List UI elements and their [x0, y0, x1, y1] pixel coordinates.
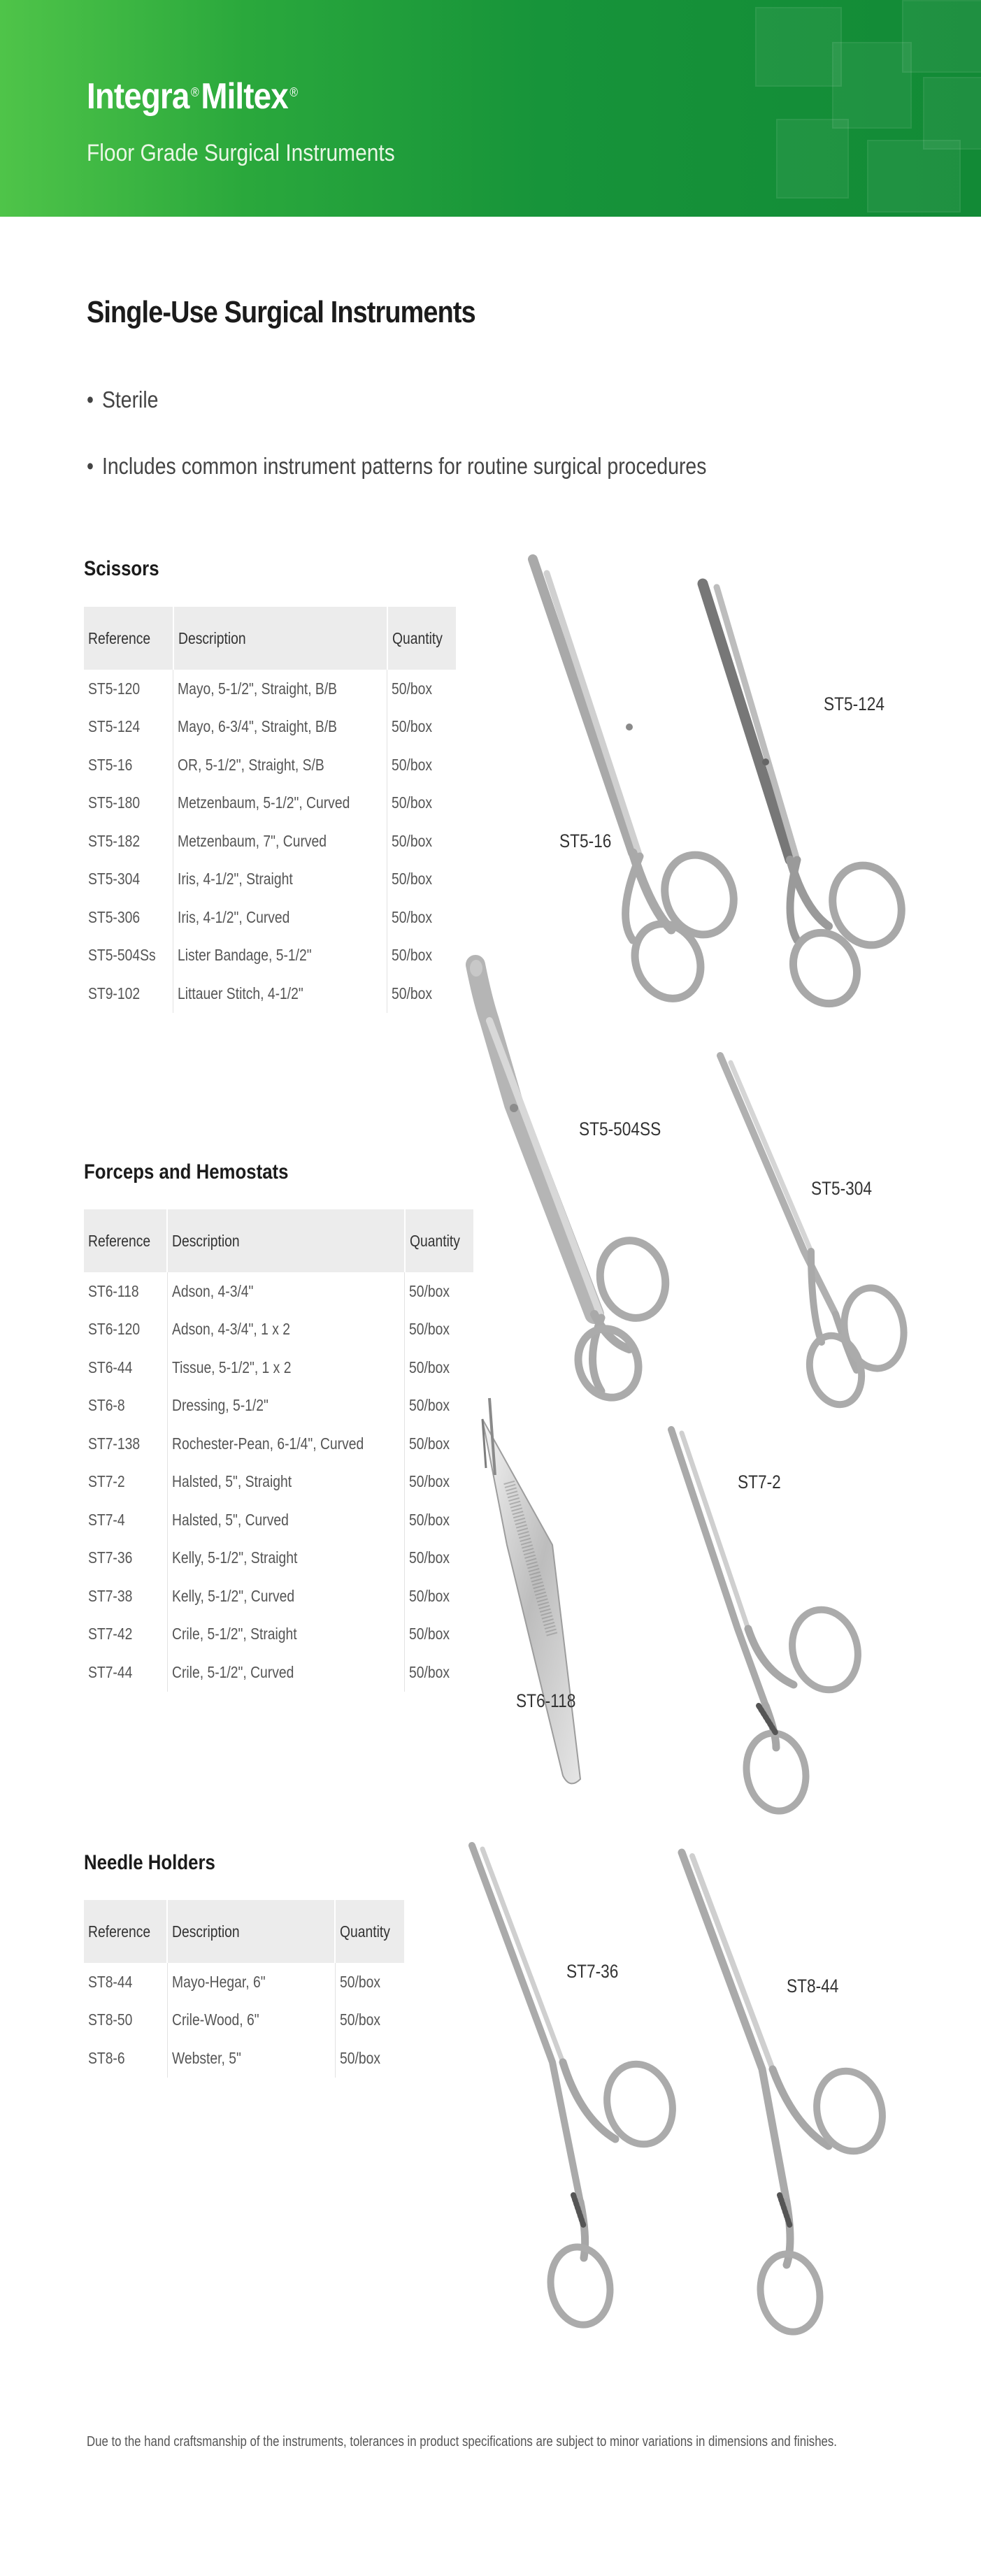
reference-cell: ST5-16: [88, 755, 133, 774]
description-cell: Crile-Wood, 6": [167, 2001, 335, 2040]
quantity-cell: 50/box: [405, 1463, 474, 1502]
scissors-st5-124-image: [703, 584, 912, 1014]
description-cell: Iris, 4-1/2", Curved: [173, 898, 387, 937]
needle-holder-st8-44-image: [682, 1852, 891, 2336]
reference-cell: ST7-2: [88, 1472, 125, 1491]
description-cell: Tissue, 5-1/2", 1 x 2: [167, 1348, 405, 1387]
image-label-st7-36: ST7-36: [566, 1961, 619, 1982]
column-header-quantity: Quantity: [335, 1900, 404, 1963]
reference-cell: ST5-182: [88, 831, 141, 850]
quantity-cell: 50/box: [405, 1577, 474, 1616]
reference-cell: ST7-4: [88, 1510, 125, 1529]
bullet-text: Sterile: [101, 387, 159, 412]
image-label-st7-2: ST7-2: [738, 1472, 781, 1492]
reference-cell: ST5-304: [88, 870, 141, 888]
quantity-cell: 50/box: [387, 708, 457, 747]
description-cell: Webster, 5": [167, 2039, 335, 2078]
column-header-reference: Reference: [84, 1900, 167, 1963]
quantity-cell: 50/box: [405, 1387, 474, 1425]
description-cell: Adson, 4-3/4", 1 x 2: [167, 1311, 405, 1349]
reference-cell: ST7-38: [88, 1586, 133, 1605]
quantity-cell: 50/box: [405, 1616, 474, 1654]
hemostat-st7-36-image: [472, 1845, 681, 2329]
description-cell: Mayo, 6-3/4", Straight, B/B: [173, 708, 387, 747]
image-label-st5-124: ST5-124: [824, 693, 885, 714]
description-cell: Metzenbaum, 5-1/2", Curved: [173, 784, 387, 823]
reference-cell: ST5-306: [88, 907, 141, 926]
column-header-reference: Reference: [84, 1209, 167, 1272]
quantity-cell: 50/box: [405, 1653, 474, 1692]
section-title-scissors: Scissors: [84, 557, 159, 580]
reference-cell: ST8-50: [88, 2010, 133, 2029]
description-cell: Lister Bandage, 5-1/2": [173, 937, 387, 975]
brand-name-miltex: Miltex: [201, 76, 288, 117]
reference-cell: ST5-124: [88, 717, 141, 736]
quantity-cell: 50/box: [335, 1963, 404, 2001]
description-cell: Crile, 5-1/2", Curved: [167, 1653, 405, 1692]
reference-cell: ST5-180: [88, 793, 141, 812]
reference-cell: ST5-504Ss: [88, 946, 156, 965]
image-label-st5-504ss: ST5-504SS: [579, 1118, 661, 1139]
column-header-description: Description: [167, 1900, 335, 1963]
image-label-st5-304: ST5-304: [811, 1178, 872, 1199]
quantity-cell: 50/box: [387, 746, 457, 784]
quantity-cell: 50/box: [387, 937, 457, 975]
description-cell: OR, 5-1/2", Straight, S/B: [173, 746, 387, 784]
reference-cell: ST7-36: [88, 1548, 133, 1567]
description-cell: Iris, 4-1/2", Straight: [173, 861, 387, 899]
quantity-cell: 50/box: [405, 1539, 474, 1578]
forceps-st6-118-image: [482, 1398, 580, 1783]
description-cell: Adson, 4-3/4": [167, 1272, 405, 1311]
column-header-description: Description: [173, 607, 387, 670]
reference-cell: ST6-118: [88, 1281, 139, 1300]
description-cell: Littauer Stitch, 4-1/2": [173, 974, 387, 1013]
column-header-reference: Reference: [84, 607, 173, 670]
bullet-text: Includes common instrument patterns for routine surgical procedures: [101, 453, 707, 479]
quantity-cell: 50/box: [405, 1272, 474, 1311]
bullet-item: • Sterile: [87, 387, 159, 412]
description-cell: Mayo, 5-1/2", Straight, B/B: [173, 670, 387, 708]
description-cell: Dressing, 5-1/2": [167, 1387, 405, 1425]
quantity-cell: 50/box: [387, 898, 457, 937]
reference-cell: ST9-102: [88, 984, 141, 1002]
description-cell: Rochester-Pean, 6-1/4", Curved: [167, 1425, 405, 1463]
description-cell: Halsted, 5", Curved: [167, 1501, 405, 1539]
image-label-st5-16: ST5-16: [559, 830, 612, 851]
quantity-cell: 50/box: [335, 2001, 404, 2040]
image-label-st6-118: ST6-118: [516, 1690, 576, 1711]
quantity-cell: 50/box: [335, 2039, 404, 2078]
quantity-cell: 50/box: [405, 1501, 474, 1539]
section-title-needle-holders: Needle Holders: [84, 1851, 215, 1874]
image-label-st8-44: ST8-44: [787, 1976, 839, 1996]
registered-mark: ®: [191, 85, 199, 99]
quantity-cell: 50/box: [405, 1348, 474, 1387]
reference-cell: ST8-6: [88, 2048, 125, 2067]
bullet-item: • Includes common instrument patterns for routine surgical procedures: [87, 453, 707, 479]
brand-name-integra: Integra: [87, 76, 189, 117]
column-header-quantity: Quantity: [387, 607, 457, 670]
quantity-cell: 50/box: [405, 1425, 474, 1463]
description-cell: Crile, 5-1/2", Straight: [167, 1616, 405, 1654]
column-header-description: Description: [167, 1209, 405, 1272]
registered-mark: ®: [289, 85, 298, 99]
reference-cell: ST6-120: [88, 1320, 141, 1339]
scissors-st5-304-image: [720, 1056, 910, 1411]
section-title-forceps: Forceps and Hemostats: [84, 1160, 289, 1183]
description-cell: Kelly, 5-1/2", Curved: [167, 1577, 405, 1616]
description-cell: Halsted, 5", Straight: [167, 1463, 405, 1502]
description-cell: Kelly, 5-1/2", Straight: [167, 1539, 405, 1578]
reference-cell: ST7-138: [88, 1434, 141, 1453]
footer-disclaimer: Due to the hand craftsmanship of the instruments, tolerances in product specifications are subject to minor variations in dimensions and finishes.: [87, 2434, 837, 2449]
reference-cell: ST7-44: [88, 1662, 133, 1681]
quantity-cell: 50/box: [387, 784, 457, 823]
description-cell: Mayo-Hegar, 6": [167, 1963, 335, 2001]
quantity-cell: 50/box: [387, 861, 457, 899]
quantity-cell: 50/box: [387, 822, 457, 861]
quantity-cell: 50/box: [387, 670, 457, 708]
page-title: Single-Use Surgical Instruments: [87, 295, 475, 329]
quantity-cell: 50/box: [387, 974, 457, 1013]
reference-cell: ST5-120: [88, 679, 141, 698]
reference-cell: ST7-42: [88, 1625, 133, 1643]
reference-cell: ST6-8: [88, 1396, 125, 1415]
column-header-quantity: Quantity: [405, 1209, 474, 1272]
reference-cell: ST8-44: [88, 1972, 133, 1991]
scissors-st5-504ss-image: [470, 960, 674, 1406]
tagline: Floor Grade Surgical Instruments: [87, 140, 395, 166]
description-cell: Metzenbaum, 7", Curved: [173, 822, 387, 861]
quantity-cell: 50/box: [405, 1311, 474, 1349]
reference-cell: ST6-44: [88, 1358, 133, 1376]
